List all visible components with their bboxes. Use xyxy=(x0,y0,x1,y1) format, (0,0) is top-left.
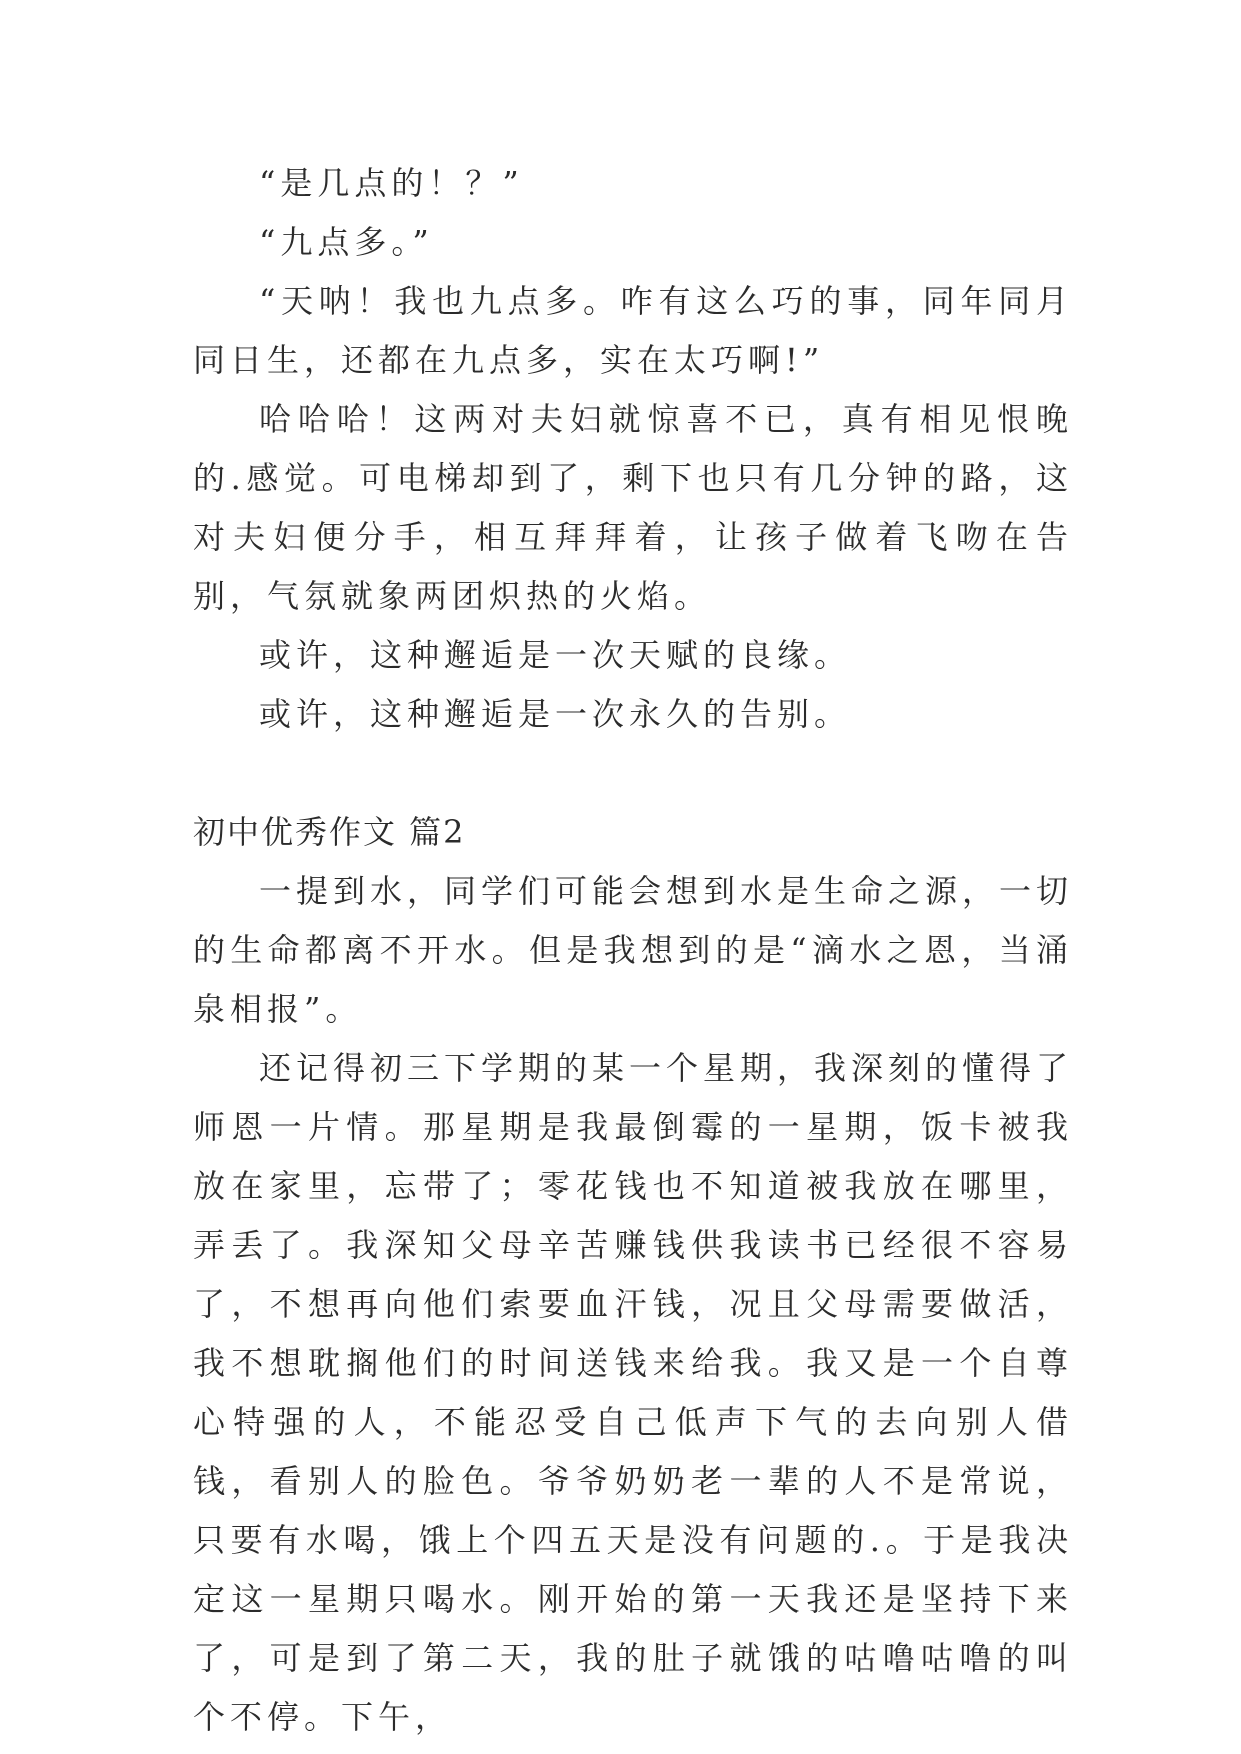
paragraph: 还记得初三下学期的某一个星期，我深刻的懂得了师恩一片情。那星期是我最倒霉的一星期，饭卡被我放在家里，忘带了；零花钱也不知道被我放在哪里，弄丢了。我深知父母辛苦赚钱供我读书已经很不容易了，不想再向他们索要血汗钱，况且父母需要做活，我不想耽搁他们的时间送钱来给我。我又是一个自尊心特强的人，不能忍受自己低声下气的去向别人借钱，看别人的脸色。爷爷奶奶老一辈的人不是常说，只要有水喝，饿上个四五天是没有问题的.。于是我决定这一星期只喝水。刚开始的第一天我还是坚持下来了，可是到了第二天，我的肚子就饿的咕噜咕噜的叫个不停。下午， xyxy=(193,1049,1074,1736)
section-title: 初中优秀作文 篇2 xyxy=(193,813,466,851)
paragraph: 哈哈哈！这两对夫妇就惊喜不已，真有相见恨晚的.感觉。可电梯却到了，剩下也只有几分钟的路，这对夫妇便分手，相互拜拜着，让孩子做着飞吻在告别，气氛就象两团炽热的火焰。 xyxy=(193,400,1073,615)
paragraph: “天呐！我也九点多。咋有这么巧的事，同年同月同日生，还都在九点多，实在太巧啊!” xyxy=(193,282,1073,379)
paragraph: 一提到水，同学们可能会想到水是生命之源，一切的生命都离不开水。但是我想到的是“滴水之恩，当涌泉相报”。 xyxy=(193,872,1074,1028)
story-part-1 xyxy=(193,154,1073,744)
paragraph: “是几点的！？” xyxy=(259,164,524,202)
paragraph: “九点多。” xyxy=(259,223,434,261)
essay-part-2 xyxy=(193,862,1073,1747)
paragraph: 或许，这种邂逅是一次天赋的良缘。 xyxy=(259,636,852,674)
paragraph: 或许，这种邂逅是一次永久的告别。 xyxy=(259,695,852,733)
